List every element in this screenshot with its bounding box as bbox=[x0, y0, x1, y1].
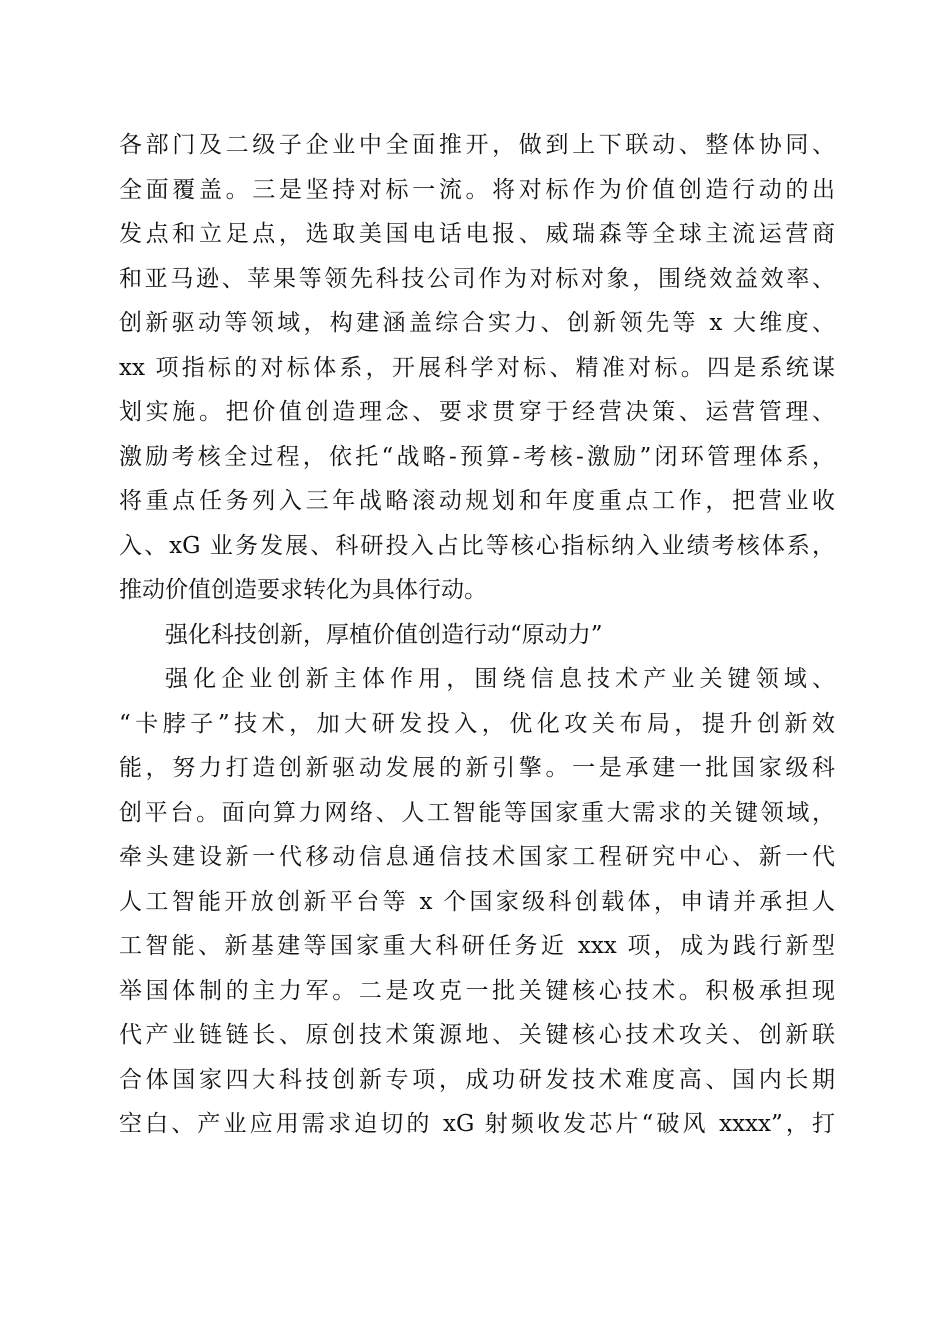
heading-text: 强化科技创新，厚植价值创造行动“原动力” bbox=[165, 621, 603, 648]
text-line: 创新驱动等领域，构建涵盖综合实力、创新领先等 x 大维度、 bbox=[119, 310, 835, 336]
text-line: 和亚马逊、苹果等领先科技公司作为对标对象，围绕效益效率、 bbox=[119, 265, 835, 292]
text-line: 各部门及二级子企业中全面推开，做到上下联动、整体协同、 bbox=[119, 132, 835, 158]
text-line: “卡脖子”技术，加大研发投入，优化攻关布局，提升创新效 bbox=[119, 710, 835, 737]
section-heading bbox=[119, 613, 835, 658]
paragraph-value-creation-continued bbox=[119, 123, 835, 613]
text-line: 代产业链链长、原创技术策源地、关键核心技术攻关、创新联 bbox=[119, 1022, 835, 1048]
text-line: 入、xG 业务发展、科研投入占比等核心指标纳入业绩考核体系， bbox=[119, 532, 835, 559]
paragraph-tech-innovation bbox=[119, 657, 835, 1147]
text-line: 激励考核全过程，依托“战略-预算-考核-激励”闭环管理体系， bbox=[119, 443, 835, 470]
document-body bbox=[119, 123, 835, 1147]
text-line: 发点和立足点，选取美国电话电报、威瑞森等全球主流运营商 bbox=[119, 221, 835, 247]
text-line: xx 项指标的对标体系，开展科学对标、精准对标。四是系统谋 bbox=[119, 354, 835, 381]
text-line: 能，努力打造创新驱动发展的新引擎。一是承建一批国家级科 bbox=[119, 755, 835, 781]
text-line: 划实施。把价值创造理念、要求贯穿于经营决策、运营管理、 bbox=[119, 399, 835, 425]
text-line: 强化企业创新主体作用，围绕信息技术产业关键领域、 bbox=[165, 666, 835, 692]
text-line: 全面覆盖。三是坚持对标一流。将对标作为价值创造行动的出 bbox=[119, 176, 835, 203]
text-line: 推动价值创造要求转化为具体行动。 bbox=[119, 577, 487, 603]
text-line: 合体国家四大科技创新专项，成功研发技术难度高、国内长期 bbox=[119, 1066, 835, 1093]
text-line: 举国体制的主力军。二是攻克一批关键核心技术。积极承担现 bbox=[119, 977, 835, 1004]
text-line: 人工智能开放创新平台等 x 个国家级科创载体，申请并承担人 bbox=[119, 888, 835, 915]
text-line: 将重点任务列入三年战略滚动规划和年度重点工作，把营业收 bbox=[119, 488, 835, 514]
text-line: 创平台。面向算力网络、人工智能等国家重大需求的关键领域， bbox=[119, 799, 835, 826]
text-line: 工智能、新基建等国家重大科研任务近 xxx 项，成为践行新型 bbox=[119, 933, 835, 959]
text-line: 牵头建设新一代移动信息通信技术国家工程研究中心、新一代 bbox=[119, 844, 835, 870]
text-line: 空白、产业应用需求迫切的 xG 射频收发芯片“破风 xxxx”，打 bbox=[119, 1111, 835, 1137]
